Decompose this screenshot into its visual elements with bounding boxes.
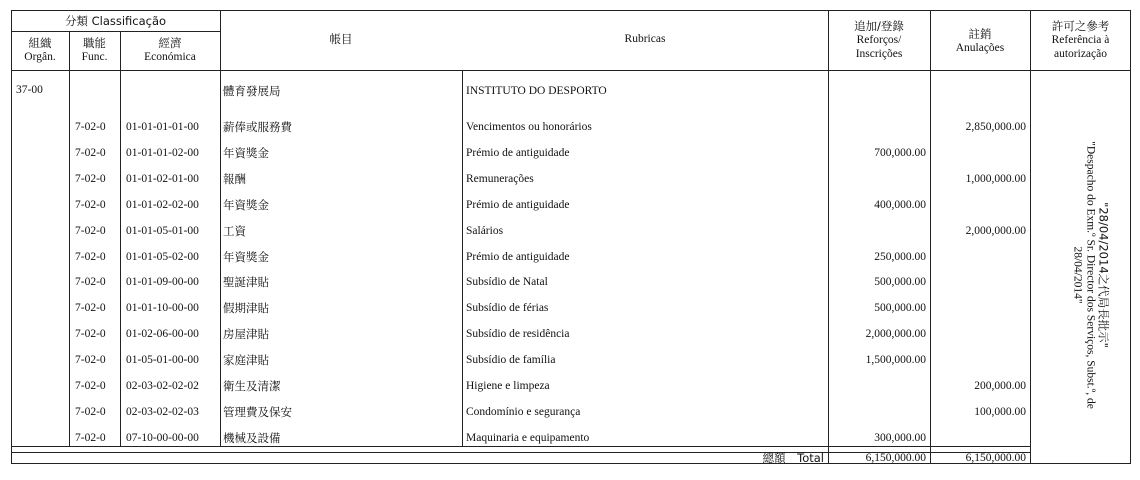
header-sub-divider <box>11 31 220 32</box>
row-name-pt: Salários <box>466 225 504 237</box>
row-reforco: 250,000.00 <box>874 251 926 263</box>
row-name-zh: 假期津貼 <box>223 301 269 315</box>
row-name-pt: Condomínio e segurança <box>466 406 581 418</box>
total-reforco: 6,150,000.00 <box>865 452 926 464</box>
row-name-pt: Remunerações <box>466 173 534 185</box>
row-name-pt: Subsídio de Natal <box>466 276 548 288</box>
row-reforco: 500,000.00 <box>874 276 926 288</box>
row-econ-code: 01-01-01-01-00 <box>126 121 199 133</box>
authorization-note: "28/04/2014之代局長批示" "Despacho do Exm.º Sr. Director dos Serviços, Subst.º, de 28/04/2014" <box>1071 141 1111 409</box>
row-name-pt: Prémio de antiguidade <box>466 147 570 159</box>
header-econ: 經濟 Económica <box>144 36 196 63</box>
col-line-organ <box>69 31 70 446</box>
row-name-pt: Prémio de antiguidade <box>466 199 570 211</box>
row-func-code: 7-02-0 <box>75 251 106 263</box>
row-name-pt: Subsídio de férias <box>466 302 549 314</box>
row-name-zh: 薪俸或服務費 <box>223 120 292 134</box>
header-bottom-divider <box>11 70 1131 71</box>
row-name-pt: Subsídio de residência <box>466 328 570 340</box>
row-name-zh: 房屋津貼 <box>223 327 269 341</box>
row-func-code: 7-02-0 <box>75 432 106 444</box>
header-authorization: 許可之參考 Referência à autorização <box>1051 19 1110 60</box>
row-anulacao: 2,850,000.00 <box>965 121 1026 133</box>
row-econ-code: 01-01-10-00-00 <box>126 302 199 314</box>
header-cancellations: 註銷 Anulações <box>955 27 1005 54</box>
row-anulacao: 100,000.00 <box>974 406 1026 418</box>
row-econ-code: 02-03-02-02-03 <box>126 406 199 418</box>
row-reforco: 400,000.00 <box>874 199 926 211</box>
row-name-zh: 報酬 <box>223 172 246 186</box>
row-econ-code: 01-01-02-01-00 <box>126 173 199 185</box>
row-name-zh: 管理費及保安 <box>223 405 292 419</box>
row-econ-code: 01-01-09-00-00 <box>126 276 199 288</box>
row-func-code: 7-02-0 <box>75 406 106 418</box>
row-func-code: 7-02-0 <box>75 354 106 366</box>
row-func-code: 7-02-0 <box>75 225 106 237</box>
row-name-zh: 工資 <box>223 224 246 238</box>
row-func-code: 7-02-0 <box>75 328 106 340</box>
row-econ-code: 01-01-01-02-00 <box>126 147 199 159</box>
row-anulacao: 1,000,000.00 <box>965 173 1026 185</box>
header-classification: 分類 Classificação <box>64 14 167 28</box>
row-name-zh: 機械及設備 <box>223 431 281 445</box>
col-line-anulacao <box>1030 10 1031 464</box>
total-label: 總額 Total <box>762 451 824 465</box>
row-anulacao: 200,000.00 <box>974 380 1026 392</box>
total-anulacao: 6,150,000.00 <box>965 452 1026 464</box>
total-row-divider <box>11 446 1031 447</box>
row-anulacao: 2,000,000.00 <box>965 225 1026 237</box>
header-func: 職能 Func. <box>81 36 108 63</box>
row-econ-code: 01-01-02-02-00 <box>126 199 199 211</box>
row-name-zh: 聖誕津貼 <box>223 275 269 289</box>
row-name-zh: 年資獎金 <box>223 146 269 160</box>
row-econ-code: 01-02-06-00-00 <box>126 328 199 340</box>
header-reinforcements: 追加/登錄 Reforços/ Inscrições <box>854 19 904 60</box>
row-name-zh: 年資獎金 <box>223 198 269 212</box>
row-func-code: 7-02-0 <box>75 199 106 211</box>
col-line-zh <box>462 70 463 446</box>
row-econ-code: 01-05-01-00-00 <box>126 354 199 366</box>
row-reforco: 300,000.00 <box>874 432 926 444</box>
row-econ-code: 07-10-00-00-00 <box>126 432 199 444</box>
row-econ-code: 01-01-05-02-00 <box>126 251 199 263</box>
col-line-rubricas <box>828 10 829 464</box>
header-organ: 組織 Orgân. <box>24 36 56 63</box>
row-reforco: 1,500,000.00 <box>865 354 926 366</box>
row-econ-code: 01-01-05-01-00 <box>126 225 199 237</box>
organ-name-zh: 體育發展局 <box>223 84 281 98</box>
row-func-code: 7-02-0 <box>75 302 106 314</box>
organ-name-pt: INSTITUTO DO DESPORTO <box>466 85 607 97</box>
row-func-code: 7-02-0 <box>75 173 106 185</box>
row-name-zh: 年資獎金 <box>223 250 269 264</box>
row-name-pt: Vencimentos ou honorários <box>466 121 592 133</box>
row-name-pt: Maquinaria e equipamento <box>466 432 590 444</box>
col-line-func <box>120 31 121 446</box>
row-func-code: 7-02-0 <box>75 121 106 133</box>
col-line-econ <box>220 10 221 446</box>
row-name-zh: 家庭津貼 <box>223 353 269 367</box>
row-reforco: 500,000.00 <box>874 302 926 314</box>
row-func-code: 7-02-0 <box>75 147 106 159</box>
header-account-zh: 帳目 <box>329 32 353 46</box>
row-func-code: 7-02-0 <box>75 276 106 288</box>
row-reforco: 2,000,000.00 <box>865 328 926 340</box>
col-line-reforco <box>930 10 931 464</box>
row-name-zh: 衛生及清潔 <box>223 379 281 393</box>
row-econ-code: 02-03-02-02-02 <box>126 380 199 392</box>
row-reforco: 700,000.00 <box>874 147 926 159</box>
row-name-pt: Higiene e limpeza <box>466 380 550 392</box>
organ-code: 37-00 <box>16 84 43 96</box>
row-func-code: 7-02-0 <box>75 380 106 392</box>
row-name-pt: Subsídio de família <box>466 354 556 366</box>
row-name-pt: Prémio de antiguidade <box>466 251 570 263</box>
header-rubricas: Rubricas <box>624 33 666 45</box>
